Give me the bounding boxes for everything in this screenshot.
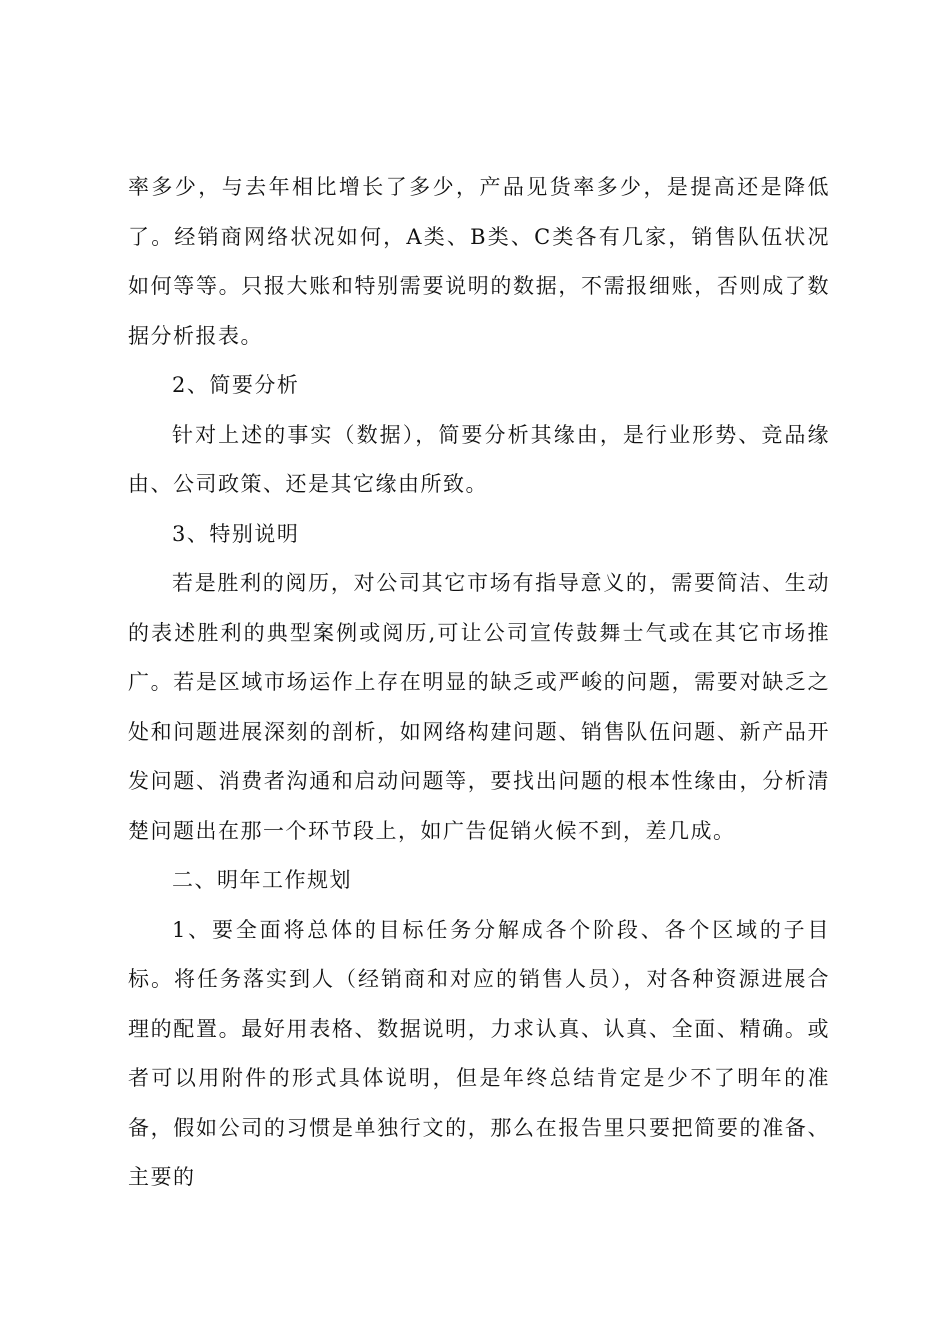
section-heading-brief-analysis: 2、简要分析 (172, 373, 300, 397)
document-body (128, 163, 830, 1203)
paragraph-brief-analysis: 针对上述的事实（数据），简要分析其缘由，是行业形势、竞品缘由、公司政策、还是其它缘由所致。 (128, 422, 830, 496)
section-heading-next-year-plan: 二、明年工作规划 (172, 868, 352, 892)
paragraph-next-year-plan: 1、要全面将总体的目标任务分解成各个阶段、各个区域的子目标。将任务落实到人（经销商和对应的销售人员），对各种资源进展合理的配置。最好用表格、数据说明，力求认真、认真、全面、精确。或者可以用附件的形式具体说明，但是年终总结肯定是少不了明年的准备，假如公司的习惯是单独行文的，那么在报告里只要把简要的准备、主要的 (128, 917, 830, 1189)
section-heading-special-notes: 3、特别说明 (172, 521, 300, 546)
paragraph-continuation: 率多少，与去年相比增长了多少，产品见货率多少，是提高还是降低了。经销商网络状况如何，A类、B类、C类各有几家，销售队伍状况如何等等。只报大账和特别需要说明的数据，不需报细账，否则成了数据分析报表。 (128, 175, 830, 348)
paragraph-special-notes: 若是胜利的阅历，对公司其它市场有指导意义的，需要简洁、生动的表述胜利的典型案例或阅历,可让公司宣传鼓舞士气或在其它市场推广。若是区域市场运作上存在明显的缺乏或严峻的问题，需要对缺乏之处和问题进展深刻的剖析，如网络构建问题、销售队伍问题、新产品开发问题、消费者沟通和启动问题等，要找出问题的根本性缘由，分析清楚问题出在那一个环节段上，如广告促销火候不到，差几成。 (128, 571, 830, 843)
